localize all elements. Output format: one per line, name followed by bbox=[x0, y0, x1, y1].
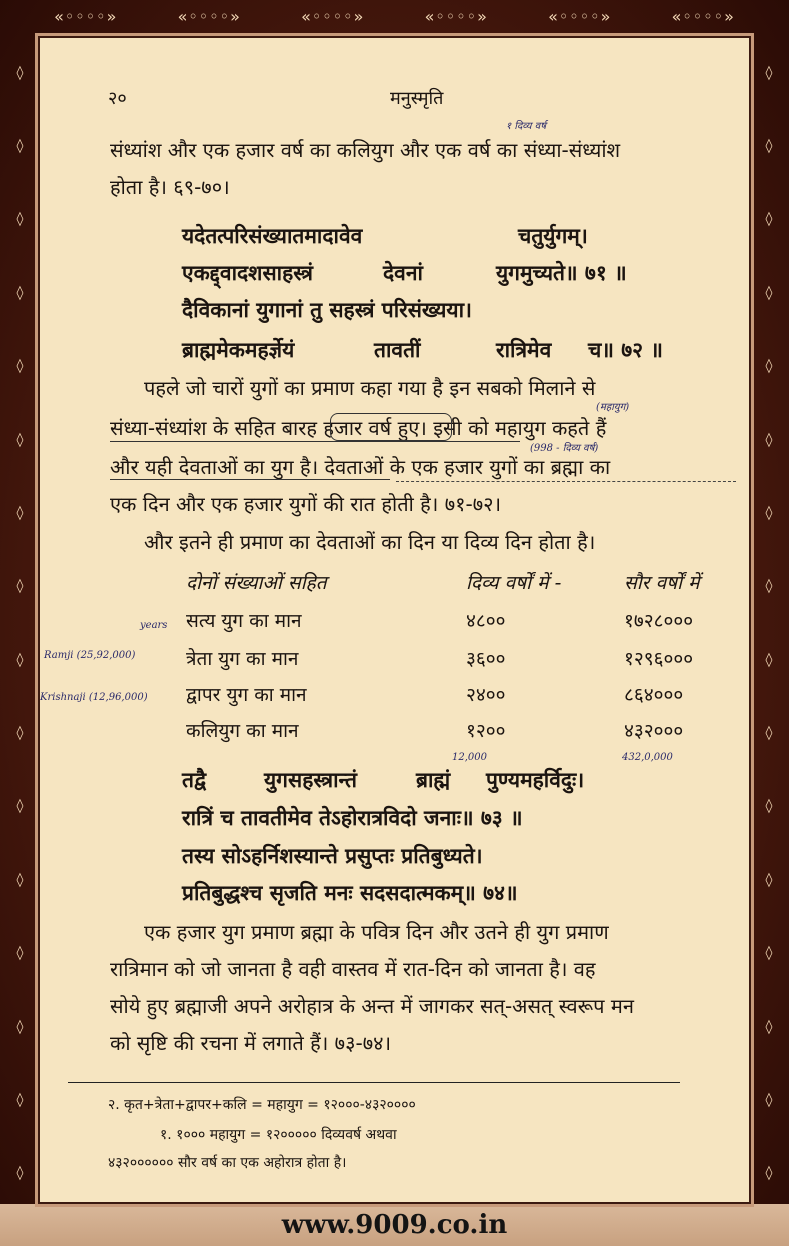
pen-underline bbox=[110, 479, 390, 480]
pen-wavy-underline bbox=[396, 478, 736, 482]
table-cell: ३६०० bbox=[466, 648, 506, 670]
table-cell: द्वापर युग का मान bbox=[186, 684, 307, 706]
verse-word: पुण्यमहर्विदुः। bbox=[486, 768, 585, 792]
paragraph-line: संध्या-संध्यांश के सहित बारह हजार वर्ष हुए। इसी को महायुग कहते हैं bbox=[110, 416, 607, 440]
handwritten-note: years bbox=[140, 620, 168, 631]
left-border-ornament: ◊ ◊ ◊ ◊ ◊ ◊ ◊ ◊ ◊ ◊ ◊ ◊ ◊ ◊ ◊ ◊ bbox=[16, 64, 24, 1182]
table-cell: १२९६००० bbox=[624, 648, 694, 670]
handwritten-note: 432,0,000 bbox=[622, 752, 673, 763]
footnote-rule bbox=[68, 1082, 680, 1083]
page-number: २० bbox=[108, 88, 127, 109]
handwritten-note: Krishnaji (12,96,000) bbox=[40, 692, 148, 703]
footnote: ४३२०००००० सौर वर्ष का एक अहोरात्र होता है। bbox=[108, 1155, 347, 1171]
pen-underline bbox=[110, 441, 520, 442]
table-header: दिव्य वर्षों में - bbox=[466, 572, 562, 594]
handwritten-note: (998 - दिव्य वर्ष) bbox=[530, 443, 599, 454]
table-header: सौर वर्षों में bbox=[624, 572, 700, 594]
paragraph-line: एक दिन और एक हजार युगों की रात होती है। ७१-७२। bbox=[110, 492, 502, 516]
handwritten-note: 12,000 bbox=[452, 752, 487, 763]
right-border-ornament: ◊ ◊ ◊ ◊ ◊ ◊ ◊ ◊ ◊ ◊ ◊ ◊ ◊ ◊ ◊ ◊ bbox=[765, 64, 773, 1182]
paragraph-line: होता है। ६९-७०। bbox=[110, 175, 230, 199]
page-title: मनुस्मृति bbox=[390, 88, 444, 109]
paragraph-line: और इतने ही प्रमाण का देवताओं का दिन या दिव्य दिन होता है। bbox=[144, 530, 596, 554]
verse-word: चतुर्युगम्। bbox=[518, 224, 588, 248]
top-border-ornament: «◦◦◦◦» «◦◦◦◦» «◦◦◦◦» «◦◦◦◦» «◦◦◦◦» «◦◦◦◦» bbox=[54, 6, 735, 26]
paragraph-line: संध्यांश और एक हजार वर्ष का कलियुग और एक वर्ष का संध्या-संध्यांश bbox=[110, 138, 621, 162]
paragraph-line: और यही देवताओं का युग है। देवताओं के एक हजार युगों का ब्रह्मा का bbox=[110, 455, 611, 479]
table-header: दोनों संख्याओं सहित bbox=[186, 572, 327, 594]
verse-line: रात्रिं च तावतीमेव तेऽहोरात्रविदो जनाः॥ ७३ ॥ bbox=[182, 806, 523, 830]
paragraph-line: रात्रिमान को जो जानता है वही वास्तव में रात-दिन को जानता है। वह bbox=[110, 957, 596, 981]
table-cell: कलियुग का मान bbox=[186, 720, 299, 742]
verse-word: ब्राह्मं bbox=[416, 768, 451, 792]
verse-word: तद्वै bbox=[182, 768, 207, 792]
paragraph-line: पहले जो चारों युगों का प्रमाण कहा गया है इन सबको मिलाने से bbox=[144, 376, 596, 400]
table-cell: ४८०० bbox=[466, 610, 506, 632]
verse-word: एकद्द्वादशसाहस्त्रं bbox=[182, 261, 313, 285]
verse-line: प्रतिबुद्धश्च सृजति मनः सदसदात्मकम्॥ ७४॥ bbox=[182, 881, 518, 905]
verse-word: तावतीं bbox=[374, 338, 421, 362]
table-cell: १७२८००० bbox=[624, 610, 694, 632]
verse-word: ब्राह्ममेकमहर्ज्ञेयं bbox=[182, 338, 295, 362]
verse-word: रात्रिमेव bbox=[496, 338, 552, 362]
footnote: २. कृत+त्रेता+द्वापर+कलि = महायुग = १२०००-४३२०००० bbox=[108, 1097, 416, 1113]
handwritten-note: (महायुग) bbox=[596, 402, 630, 413]
verse-word: युगमुच्यते॥ ७१ ॥ bbox=[496, 261, 627, 285]
verse-line: दैविकानां युगानां तु सहस्त्रं परिसंख्यया। bbox=[182, 298, 472, 322]
paragraph-line: एक हजार युग प्रमाण ब्रह्मा के पवित्र दिन और उतने ही युग प्रमाण bbox=[144, 920, 609, 944]
pen-box bbox=[330, 413, 452, 441]
verse-word: युगसहस्त्रान्तं bbox=[264, 768, 357, 792]
verse-word: यदेतत्परिसंख्यातमादावेव bbox=[182, 224, 363, 248]
table-cell: ८६४००० bbox=[624, 684, 684, 706]
verse-word: देवनां bbox=[383, 261, 423, 285]
table-cell: १२०० bbox=[466, 720, 506, 742]
handwritten-note: १ दिव्य वर्ष bbox=[506, 121, 547, 132]
table-cell: २४०० bbox=[466, 684, 506, 706]
table-cell: सत्य युग का मान bbox=[186, 610, 302, 632]
verse-word: च॥ ७२ ॥ bbox=[588, 338, 663, 362]
footnote: १. १००० महायुग = १२००००० दिव्यवर्ष अथवा bbox=[160, 1127, 397, 1143]
table-cell: त्रेता युग का मान bbox=[186, 648, 299, 670]
verse-line: तस्य सोऽहर्निशस्यान्ते प्रसुप्तः प्रतिबुध्यते। bbox=[182, 844, 483, 868]
site-url[interactable]: www.9009.co.in bbox=[281, 1210, 508, 1240]
paragraph-line: को सृष्टि की रचना में लगाते हैं। ७३-७४। bbox=[110, 1031, 392, 1055]
paragraph-line: सोये हुए ब्रह्माजी अपने अरोहात्र के अन्त में जागकर सत्-असत् स्वरूप मन bbox=[110, 994, 634, 1018]
handwritten-note: Ramji (25,92,000) bbox=[44, 650, 136, 661]
table-cell: ४३२००० bbox=[624, 720, 684, 742]
